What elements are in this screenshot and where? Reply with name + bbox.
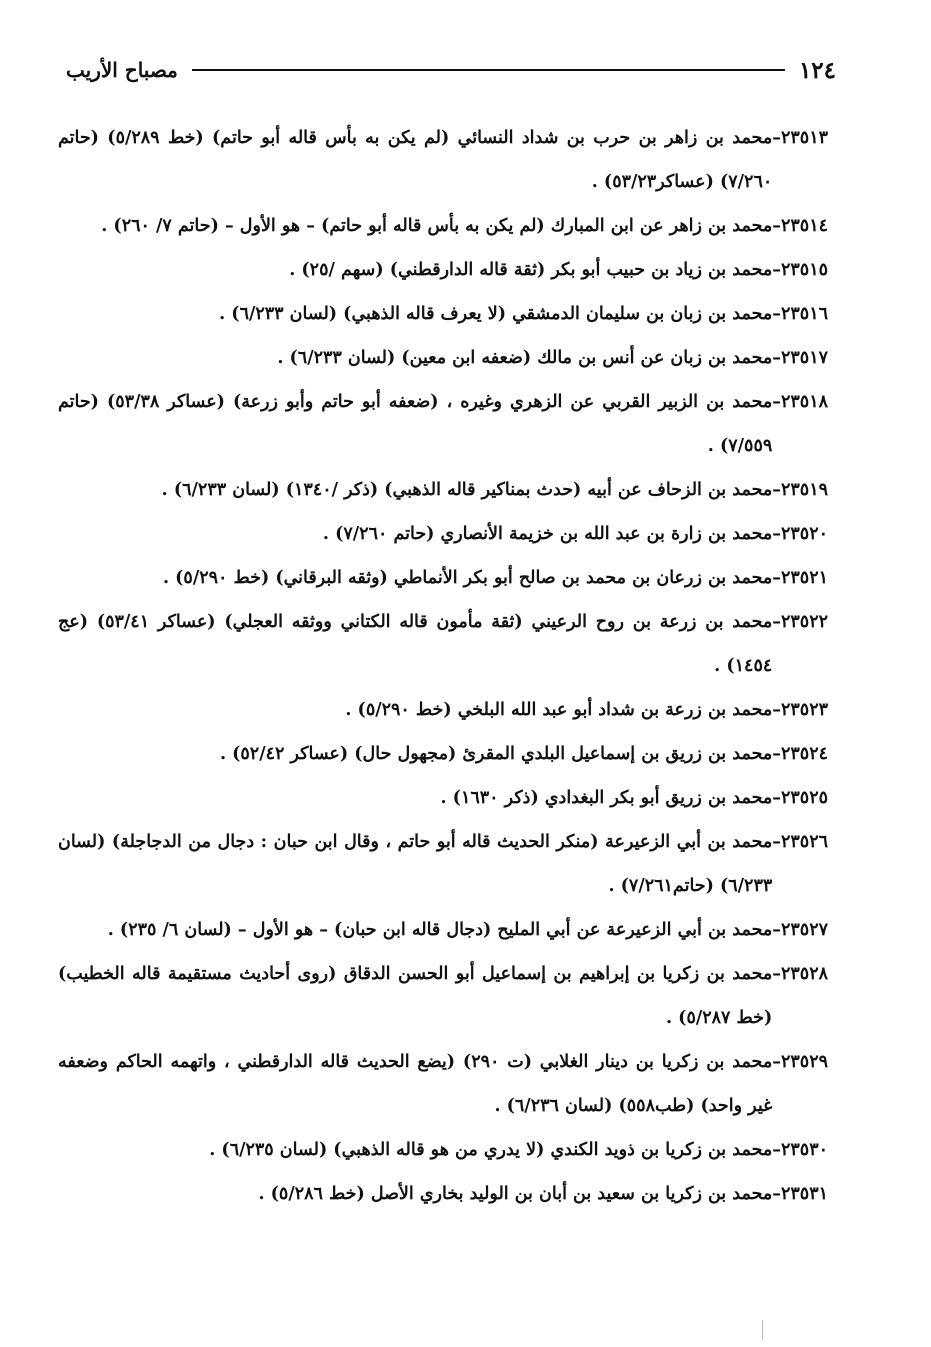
entry-text: محمد بن زكريا بن دينار الغلابي (ت ٢٩٠) (يضع الحديث قاله الدارقطني ، واتهمه الحاكم وضعفه غير واحد) (طب٥٥٨) (لسان ٦/٢٣٦) . [58,1052,773,1116]
entry-number: ٢٣٥٢٨ [781,964,828,984]
entry-separator: – [772,920,781,940]
entry-separator: – [772,788,781,808]
entry-number: ٢٣٥٢٧ [781,920,828,940]
entry-number: ٢٣٥٢١ [781,568,828,588]
entry-text: محمد بن زكريا بن ذويد الكندي (لا يدري من هو قاله الذهبي) (لسان ٦/٢٣٥) . [209,1140,773,1160]
entry-number: ٢٣٥١٥ [781,260,828,280]
entry-separator: – [772,216,781,236]
entries-list [58,116,828,1216]
entry-23525 [58,776,828,820]
entry-23518 [58,380,828,468]
entry-separator: – [772,568,781,588]
entry-separator: – [772,1184,781,1204]
entry-separator: – [772,832,781,852]
entry-text: محمد بن زكريا بن إبراهيم بن إسماعيل أبو الحسن الدقاق (روى أحاديث مستقيمة قاله الخطيب) (خط ٥/٢٨٧) . [58,964,773,1028]
entry-23522 [58,600,828,688]
entry-number: ٢٣٥١٦ [781,304,828,324]
entry-separator: – [772,128,781,148]
entry-separator: – [772,612,781,632]
entry-number: ٢٣٥٢٦ [781,832,828,852]
entry-23519 [58,468,828,512]
entry-separator: – [772,348,781,368]
entry-23515 [58,248,828,292]
entry-number: ٢٣٥١٤ [781,216,828,236]
entry-text: محمد بن الزبير القربي عن الزهري وغيره ، (ضعفه أبو حاتم وأبو زرعة) (عساكر ٥٣/٣٨) (حاتم ٧/٥٥٩) . [58,392,773,456]
entry-text: محمد بن زريق بن إسماعيل البلدي المقرئ (مجهول حال) (عساكر ٥٢/٤٢) . [219,744,773,764]
entry-23516 [58,292,828,336]
entry-number: ٢٣٥١٣ [781,128,828,148]
book-title: مصباح الأريب [66,58,178,82]
entry-number: ٢٣٥٢٤ [781,744,828,764]
entry-text: محمد بن زكريا بن سعيد بن أبان بن الوليد بخاري الأصل (خط ٥/٢٨٦) . [258,1184,773,1204]
entry-text: محمد بن زاهر عن ابن المبارك (لم يكن به بأس قاله أبو حاتم) – هو الأول – (حاتم ٧/ ٢٦٠) . [101,216,773,236]
entry-text: محمد بن زارة بن عبد الله بن خزيمة الأنصاري (حاتم ٧/٢٦٠) . [322,524,773,544]
entry-text: محمد بن الزحاف عن أبيه (حدث بمناكير قاله الذهبي) (ذكر /١٣٤٠) (لسان ٦/٢٣٣) . [161,480,773,500]
entry-number: ٢٣٥٢٠ [781,524,828,544]
entry-separator: – [772,964,781,984]
entry-text: محمد بن زبان بن سليمان الدمشقي (لا يعرف قاله الذهبي) (لسان ٦/٢٣٣) . [219,304,773,324]
entry-23513 [58,116,828,204]
page-header [66,50,836,90]
entry-number: ٢٣٥٢٢ [781,612,828,632]
entry-separator: – [772,524,781,544]
entry-23528 [58,952,828,1040]
entry-separator: – [772,392,781,412]
entry-text: محمد بن زرعان بن محمد بن صالح أبو بكر الأنماطي (وثقه البرقاني) (خط ٥/٢٩٠) . [162,568,773,588]
entry-23526 [58,820,828,908]
entry-text: محمد بن زياد بن حبيب أبو بكر (ثقة قاله الدارقطني) (سهم /٢٥) . [289,260,773,280]
entry-text: محمد بن زرعة بن روح الرعيني (ثقة مأمون قاله الكتاني ووثقه العجلي) (عساكر ٥٣/٤١) (عج ١٤٥٤) . [58,612,773,676]
entry-separator: – [772,700,781,720]
entry-23531 [58,1172,828,1216]
header-rule [192,69,785,71]
entry-separator: – [772,304,781,324]
entry-23520 [58,512,828,556]
entry-text: محمد بن أبي الزعيرعة (منكر الحديث قاله أبو حاتم ، وقال ابن حبان : دجال من الدجاجلة) (لسان ٦/٢٣٣) (حاتم٧/٢٦١) . [58,832,773,896]
entry-number: ٢٣٥٣١ [781,1184,828,1204]
entry-23514 [58,204,828,248]
entry-number: ٢٣٥٢٥ [781,788,828,808]
margin-mark [762,1320,763,1340]
entry-23524 [58,732,828,776]
entry-text: محمد بن زبان عن أنس بن مالك (ضعفه ابن معين) (لسان ٦/٢٣٣) . [277,348,773,368]
entry-23530 [58,1128,828,1172]
entry-text: محمد بن أبي الزعيرعة عن أبي المليح (دجال قاله ابن حبان) – هو الأول – (لسان ٦/ ٢٣٥) . [107,920,773,940]
entry-number: ٢٣٥٣٠ [781,1140,828,1160]
entry-number: ٢٣٥٢٩ [781,1052,828,1072]
entry-separator: – [772,744,781,764]
entry-separator: – [772,260,781,280]
entry-23527 [58,908,828,952]
entry-text: محمد بن زريق أبو بكر البغدادي (ذكر ١٦٣٠) . [440,788,773,808]
entry-number: ٢٣٥١٧ [781,348,828,368]
entry-text: محمد بن زرعة بن شداد أبو عبد الله البلخي (خط ٥/٢٩٠) . [345,700,773,720]
entry-23523 [58,688,828,732]
entry-number: ٢٣٥١٩ [781,480,828,500]
entry-23517 [58,336,828,380]
entry-separator: – [772,480,781,500]
entry-number: ٢٣٥٢٣ [781,700,828,720]
entry-separator: – [772,1052,781,1072]
entry-text: محمد بن زاهر بن حرب بن شداد النسائي (لم يكن به بأس قاله أبو حاتم) (خط ٥/٢٨٩) (حاتم ٧/٢٦٠) (عساكر٥٣/٢٣) . [58,128,773,192]
entry-separator: – [772,1140,781,1160]
entry-23529 [58,1040,828,1128]
page-number: ١٢٤ [798,56,836,84]
entry-number: ٢٣٥١٨ [781,392,828,412]
entry-23521 [58,556,828,600]
